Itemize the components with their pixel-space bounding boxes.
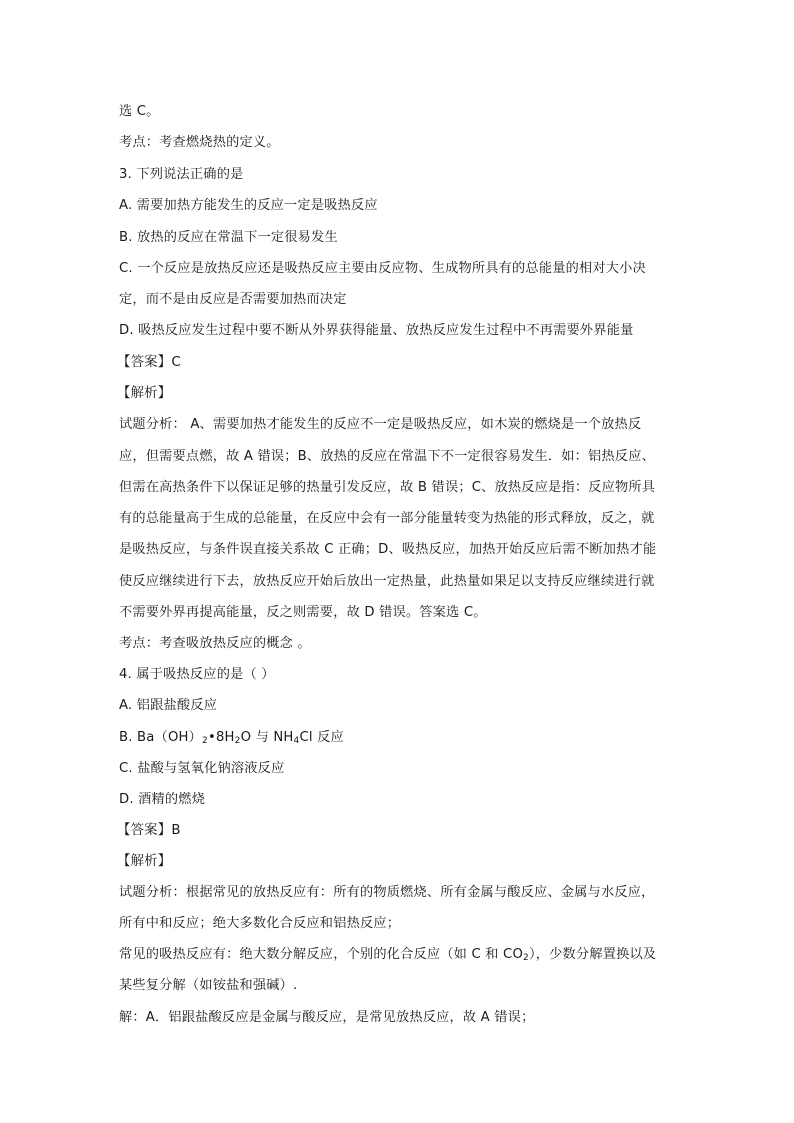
option-c: C. 盐酸与氢氧化钠溶液反应	[119, 761, 285, 776]
option-d: D. 吸热反应发生过程中要不断从外界获得能量、放热反应发生过程中不再需要外界能量	[119, 323, 634, 338]
text-line: 考点：考查燃烧热的定义。	[119, 135, 280, 150]
analysis-text: 但需在高热条件下以保证足够的热量引发反应，故 B 错误；C、放热反应是指：反应物所具	[119, 480, 656, 495]
option-d: D. 酒精的燃烧	[119, 792, 206, 807]
analysis-label: 【解析】	[117, 854, 172, 869]
question-3-stem: 3. 下列说法正确的是	[119, 167, 244, 182]
answer-label: 【答案】B	[117, 823, 181, 838]
analysis-text: 是吸热反应，与条件误直接关系故 C 正确；D、吸热反应，加热开始反应后需不断加热才能	[119, 542, 657, 557]
analysis-text: 解：A．铝跟盐酸反应是金属与酸反应，是常见放热反应，故 A 错误；	[119, 1010, 535, 1025]
question-4-stem: 4. 属于吸热反应的是（ ）	[119, 667, 275, 682]
text-line: 考点：考查吸放热反应的概念 。	[119, 636, 311, 651]
option-a: A. 需要加热方能发生的反应一定是吸热反应	[119, 198, 378, 213]
analysis-text: 不需要外界再提高能量，反之则需要，故 D 错误。答案选 C。	[119, 605, 487, 620]
analysis-text: 所有中和反应；绝大多数化合反应和铝热反应；	[119, 916, 401, 931]
analysis-text: 使反应继续进行下去，放热反应开始后放出一定热量，此热量如果足以支持反应继续进行就	[119, 574, 655, 589]
option-b: B. 放热的反应在常温下一定很易发生	[119, 230, 338, 245]
analysis-text: 某些复分解（如铵盐和强碱）.	[119, 978, 298, 993]
analysis-text: 常见的吸热反应有：绝大数分解反应，个别的化合反应（如 C 和 $CO_2$），少数分解置换以及	[119, 947, 657, 963]
analysis-text: 试题分析： A、需要加热才能发生的反应不一定是吸热反应，如木炭的燃烧是一个放热反	[119, 417, 642, 432]
analysis-text: 试题分析：根据常见的放热反应有：所有的物质燃烧、所有金属与酸反应、金属与水反应，	[119, 885, 655, 900]
analysis-label: 【解析】	[117, 386, 172, 401]
option-a: A. 铝跟盐酸反应	[119, 698, 218, 713]
analysis-text: 有的总能量高于生成的总能量，在反应中会有一部分能量转变为热能的形式释放，反之，就	[119, 511, 655, 526]
option-c-continued: 定，而不是由反应是否需要加热而决定	[119, 292, 347, 307]
option-b: B. $Ba(OH)_2•8H_2O$ 与 $NH_4Cl$ 反应	[119, 730, 344, 746]
answer-label: 【答案】C	[117, 355, 181, 370]
analysis-text: 应，但需要点燃，故 A 错误；B、放热的反应在常温下不一定很容易发生．如：铝热反应、	[119, 449, 655, 464]
text-line: 选 C。	[119, 104, 160, 119]
option-c: C. 一个反应是放热反应还是吸热反应主要由反应物、生成物所具有的总能量的相对大小决	[119, 261, 646, 276]
